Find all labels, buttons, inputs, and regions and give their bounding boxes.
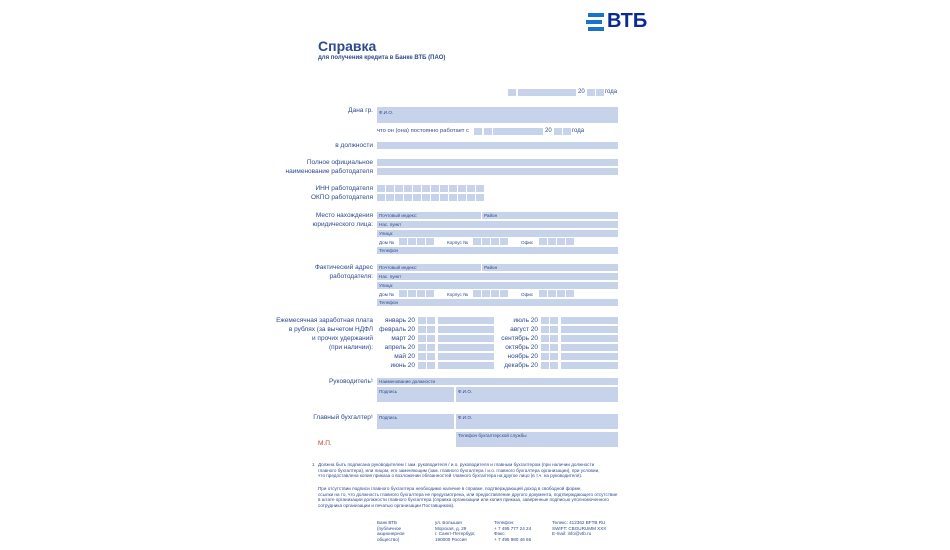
given-to-label: Дана гр. [348,107,373,114]
legal-house-label: Дом № [379,240,395,245]
salary-grid [340,317,620,373]
date-year-cell-2[interactable] [596,89,604,96]
legal-address-label-1: Место нахождения [315,212,373,219]
footnote-line: Должна быть подписана руководителем / зам. руководителя / и.о. руководителя и главным бухгалтером (при наличии должности [318,462,595,467]
footer-bank [377,520,405,542]
legal-building-label: Корпус № [447,240,469,245]
actual-office-cell[interactable] [539,290,547,297]
employer-name-label-1: Полное официальное [306,159,373,166]
footnote-line: что предоставлена копия приказа о возложении обязанностей главного бухгалтера на другое лицо (в т.ч. на руководителя). [318,473,583,479]
footer-line: общество) [377,536,400,542]
head-position-label: Наименование должности [379,379,436,384]
head-fio-label: Ф.И.О. [458,389,473,394]
actual-locality-field[interactable] [377,273,618,280]
salary-label-3: и прочих удержаний [312,335,373,342]
footer-line: Телефон: [494,520,515,525]
footer-line[interactable]: E-mail: info@vtb.ru [552,531,592,537]
employer-name-field-2[interactable] [377,168,618,175]
accounting-phone-label: Телефон бухгалтерской службы [458,433,527,438]
legal-street-field[interactable] [377,230,618,237]
month-label: май 20 [394,353,415,360]
accountant-signature-label: Подпись [379,415,398,420]
logo-text: ВТБ [607,10,648,32]
works-year-cell-2[interactable] [563,128,571,135]
month-label: июнь 20 [390,362,415,369]
position-field[interactable] [377,142,618,149]
footnote-line: ссылки на то, что должность главного бухгалтера не предусмотрена, или предоставление другого документа, подтверждающего отсутствие [318,491,618,497]
actual-street-field[interactable] [377,282,618,289]
head-fio-field[interactable] [456,387,618,402]
actual-district-field[interactable] [482,264,618,271]
actual-postal-index-label: Почтовый индекс: [379,265,418,270]
footnote-line: сотрудника организации и печатью организации Поставщиком). [318,502,455,508]
date-day-cell-2[interactable] [518,89,526,96]
footnote-line: в штате организации должности главного бухгалтера (справка организации или копия приказа, заверенные подписью уполномоченного [318,497,609,503]
footnote-block-1 [318,462,618,479]
legal-phone-field[interactable] [377,247,618,254]
footer-line: 190000 Россия [435,536,467,542]
works-day-cell-1[interactable] [474,128,482,135]
month-label: август 20 [510,326,538,333]
footer-line: ул. Большая [435,520,462,525]
inn-label: ИНН работодателя [315,185,373,192]
accountant-fio-label: Ф.И.О. [458,415,473,420]
actual-locality-label: Нас. пункт [379,274,402,279]
salary-label-2: в рублях (за вычетом НДФЛ [288,326,373,333]
month-label: ноябрь 20 [507,353,538,360]
footer-line: Банк ВТБ [377,520,397,525]
footnote-mark: 1 [312,462,315,467]
footer-line: SWIFT: CBGURUMM XXX [552,525,607,531]
works-month-field[interactable] [493,128,543,135]
salary-amount-field[interactable] [561,317,618,324]
accountant-fio-field[interactable] [456,414,618,429]
month-label: январь 20 [384,317,415,324]
works-since-label: что он (она) постоянно работает с [377,128,469,134]
date-year-suffix: года [605,89,618,95]
actual-phone-field[interactable] [377,299,618,306]
actual-house-label: Дом № [379,292,395,297]
legal-district-label: Район [484,213,498,218]
legal-office-label: Офис [521,240,534,245]
legal-street-label: Улица: [379,231,394,236]
given-to-hint: Ф.И.О. [379,110,394,115]
salary-amount-field[interactable] [561,362,618,369]
footer-line: Телекс: 412362 BFTB RU [552,520,606,525]
works-year-cell-1[interactable] [554,128,562,135]
legal-district-field[interactable] [482,212,618,219]
month-label: декабрь 20 [504,362,538,369]
month-label: апрель 20 [384,344,415,351]
date-year-cell-1[interactable] [587,89,595,96]
employer-name-field-1[interactable] [377,159,618,166]
works-day-cell-2[interactable] [484,128,492,135]
legal-office-cell[interactable] [539,238,547,245]
footnote-block-2 [318,486,618,508]
page-subtitle: для получения кредита в Банке ВТБ (ПАО) [318,55,446,61]
footer-address [435,520,475,542]
footer-line: + 7 495 980 46 66 [494,536,532,542]
footnote-line: главного бухгалтера), или лицом, его заменяющим (зам. главного бухгалтера / и.о. главного бухгалтера организации), при условии, [318,467,600,473]
actual-building-cell[interactable] [473,290,481,297]
legal-locality-field[interactable] [377,221,618,228]
chief-accountant-label: Главный бухгалтер¹ [313,414,373,421]
date-month-field[interactable] [526,89,576,96]
legal-house-cell[interactable] [399,238,407,245]
salary-amount-field[interactable] [561,344,618,351]
head-signature-label: Подпись [379,389,398,394]
month-label: сентябрь 20 [501,335,538,342]
actual-address-label-1: Фактический адрес [314,264,373,271]
legal-address-label-2: юридического лица: [312,221,373,228]
inn-cells[interactable] [377,185,487,192]
footer-phones [494,520,531,542]
legal-address-block [377,212,618,256]
footer-line: Факс: [494,531,506,537]
salary-amount-field[interactable] [561,326,618,333]
footer-line: г. Санкт-Петербург, [435,531,476,537]
salary-label-1: Ежемесячная заработная плата [276,317,373,324]
footer-line: Морская, д. 29 [435,525,467,531]
head-label: Руководитель¹ [328,378,373,385]
actual-house-cell[interactable] [399,290,407,297]
date-day-cell-1[interactable] [508,89,516,96]
logo-stripes-icon [586,12,606,32]
stamp-label: М.П. [318,440,332,447]
actual-street-label: Улица: [379,283,394,288]
actual-address-block [377,264,618,308]
legal-building-cell[interactable] [473,238,481,245]
footer-line: (публичное [377,525,402,531]
actual-building-label: Корпус № [447,292,469,297]
actual-phone-label: Телефон [379,300,399,305]
okpo-cells[interactable] [377,194,487,201]
salary-amount-field[interactable] [561,353,618,360]
date-year-prefix: 20 [578,89,585,95]
works-year-prefix: 20 [545,128,552,134]
page-title: Справка [318,38,377,54]
salary-amount-field[interactable] [561,335,618,342]
salary-label-4: (при наличии): [329,344,373,351]
footer-line: + 7 495 777 24 24 [494,525,532,531]
okpo-label: ОКПО работодателя [310,194,373,201]
actual-address-label-2: работодателя: [329,273,373,280]
month-label: март 20 [391,335,415,342]
month-label: июль 20 [513,317,538,324]
footnote-line: При отсутствии подписи главного бухгалтера необходимо наличие в справке, подтверждающей доход в свободной форме, [318,486,582,491]
employer-name-label-2: наименование работодателя [285,168,373,175]
legal-postal-index-label: Почтовый индекс: [379,213,418,218]
footer-line: акционерное [377,531,405,537]
legal-locality-label: Нас. пункт [379,222,402,227]
month-label: февраль 20 [379,326,415,333]
actual-district-label: Район [484,265,498,270]
position-label: в должности [335,142,373,149]
vtb-logo [586,10,650,34]
works-year-suffix: года [572,128,585,134]
legal-phone-label: Телефон [379,248,399,253]
given-to-field[interactable] [377,107,618,123]
actual-office-label: Офис [521,292,534,297]
footer-codes [552,520,606,537]
month-label: октябрь 20 [505,344,538,351]
